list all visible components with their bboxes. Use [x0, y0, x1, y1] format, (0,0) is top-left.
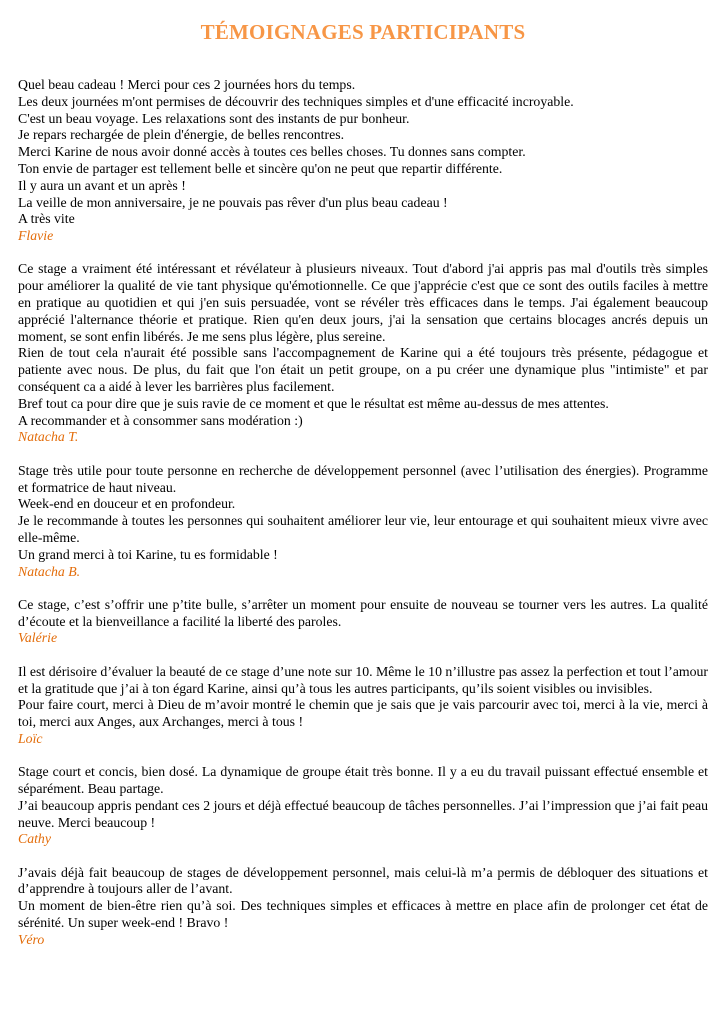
- testimonial-author: Loïc: [18, 730, 43, 746]
- document-page: [18, 0, 708, 965]
- testimonial-line: Quel beau cadeau ! Merci pour ces 2 journées hors du temps.: [18, 77, 356, 92]
- testimonial-line: C'est un beau voyage. Les relaxations sont des instants de pur bonheur.: [18, 110, 410, 126]
- testimonial-line: Un moment de bien-être rien qu’à soi. Des techniques simples et efficaces à mettre en place afin de prolonger cet état de sérénité. Un super week-end ! Bravo !: [18, 898, 708, 931]
- testimonial-author: Flavie: [18, 228, 54, 244]
- testimonial-line: Il est dérisoire d’évaluer la beauté de ce stage d’une note sur 10. Même le 10 n’illustre pas assez la perfection et tout l’amour et la gratitude que j’ai à ton égard Karine, ainsi qu’à tous les autres participants, qu’ils soient visibles ou invisibles.: [18, 663, 708, 696]
- testimonial-cathy: [18, 764, 708, 848]
- testimonial-line: J’avais déjà fait beaucoup de stages de développement personnel, mais celui-là m’a permis de débloquer des situations et d’apprendre à toujours aller de l’avant.: [18, 864, 708, 897]
- testimonial-author: Valérie: [18, 630, 58, 646]
- testimonial-line: Je repars rechargée de plein d'énergie, de belles rencontres.: [18, 127, 345, 143]
- testimonial-line: Il y aura un avant et un après !: [18, 177, 186, 193]
- testimonial-line: Merci Karine de nous avoir donné accès à toutes ces belles choses. Tu donnes sans compter.: [18, 144, 526, 160]
- testimonial-line: J’ai beaucoup appris pendant ces 2 jours et déjà effectué beaucoup de tâches personnelles. J’ai l’impression que j’ai fait peau neuve. Merci beaucoup !: [18, 797, 708, 830]
- testimonial-line: A très vite: [18, 211, 75, 227]
- testimonial-author: Natacha T.: [18, 429, 79, 445]
- testimonial-line: Stage très utile pour toute personne en recherche de développement personnel (avec l’utilisation des énergies). Programme et formatrice de haut niveau.: [18, 462, 708, 495]
- page-title: TÉMOIGNAGES PARTICIPANTS: [200, 20, 526, 44]
- testimonial-flavie: [18, 77, 708, 245]
- testimonial-line: Pour faire court, merci à Dieu de m’avoir montré le chemin que je sais que je vais parcourir avec toi, merci à la vie, merci à toi, merci aux Anges, aux Archanges, merci à tous !: [18, 697, 708, 730]
- testimonial-line: Les deux journées m'ont permises de découvrir des techniques simples et d'une efficacité incroyable.: [18, 93, 574, 109]
- testimonial-author: Cathy: [18, 831, 51, 847]
- testimonial-line: Stage court et concis, bien dosé. La dynamique de groupe était très bonne. Il y a eu du travail puissant effectué ensemble et séparément. Beau partage.: [18, 764, 708, 796]
- testimonial-loic: [18, 664, 708, 748]
- testimonial-line: Je le recommande à toutes les personnes qui souhaitent améliorer leur vie, leur entourage et qui souhaitent mieux vivre avec elle-même.: [18, 513, 708, 545]
- testimonial-line: La veille de mon anniversaire, je ne pouvais pas rêver d'un plus beau cadeau !: [18, 194, 448, 210]
- testimonial-line: Ce stage a vraiment été intéressant et révélateur à plusieurs niveaux. Tout d'abord j'ai appris pas mal d'outils très simples pour améliorer la qualité de vie tant physique qu'émotionnelle. Ce que j'apprécie c'est que ce sont des outils faciles à mettre en pratique au quotidien et qui j'en suis persuadée, vont se révéler très efficaces dans le temps. J'ai également beaucoup apprécié l'alternance théorie et pratique. Rien qu'en deux jours, j'ai la sensation que certains blocages ancrés depuis un moment, se sont enfin libérés. Je me sens plus légère, plus sereine.: [18, 261, 708, 344]
- testimonial-natacha-t: [18, 261, 708, 446]
- testimonial-vero: [18, 865, 708, 949]
- testimonial-valerie: [18, 597, 708, 647]
- testimonial-line: Bref tout ca pour dire que je suis ravie de ce moment et que le résultat est même au-dessus de mes attentes.: [18, 395, 609, 411]
- testimonial-author: Natacha B.: [18, 563, 81, 579]
- testimonial-line: Un grand merci à toi Karine, tu es formidable !: [18, 546, 278, 562]
- testimonial-line: Ce stage, c’est s’offrir une p’tite bulle, s’arrêter un moment pour ensuite de nouveau se tourner vers les autres. La qualité d’écoute et la bienveillance a facilité la liberté des paroles.: [18, 596, 708, 629]
- testimonial-line: A recommander et à consommer sans modération :): [18, 412, 303, 428]
- testimonial-author: Véro: [18, 931, 45, 947]
- testimonial-line: Week-end en douceur et en profondeur.: [18, 496, 236, 512]
- testimonial-line: Ton envie de partager est tellement belle et sincère qu'on ne peut que repartir différente.: [18, 160, 503, 176]
- testimonial-natacha-b: [18, 463, 708, 581]
- testimonial-line: Rien de tout cela n'aurait été possible sans l'accompagnement de Karine qui a été toujours très présente, pédagogue et patiente avec nous. De plus, du fait que l'on était un petit groupe, on a pu créer une dynamique plus "intimiste" et par conséquent ca a aidé à lever les barrières plus facilement.: [18, 345, 708, 395]
